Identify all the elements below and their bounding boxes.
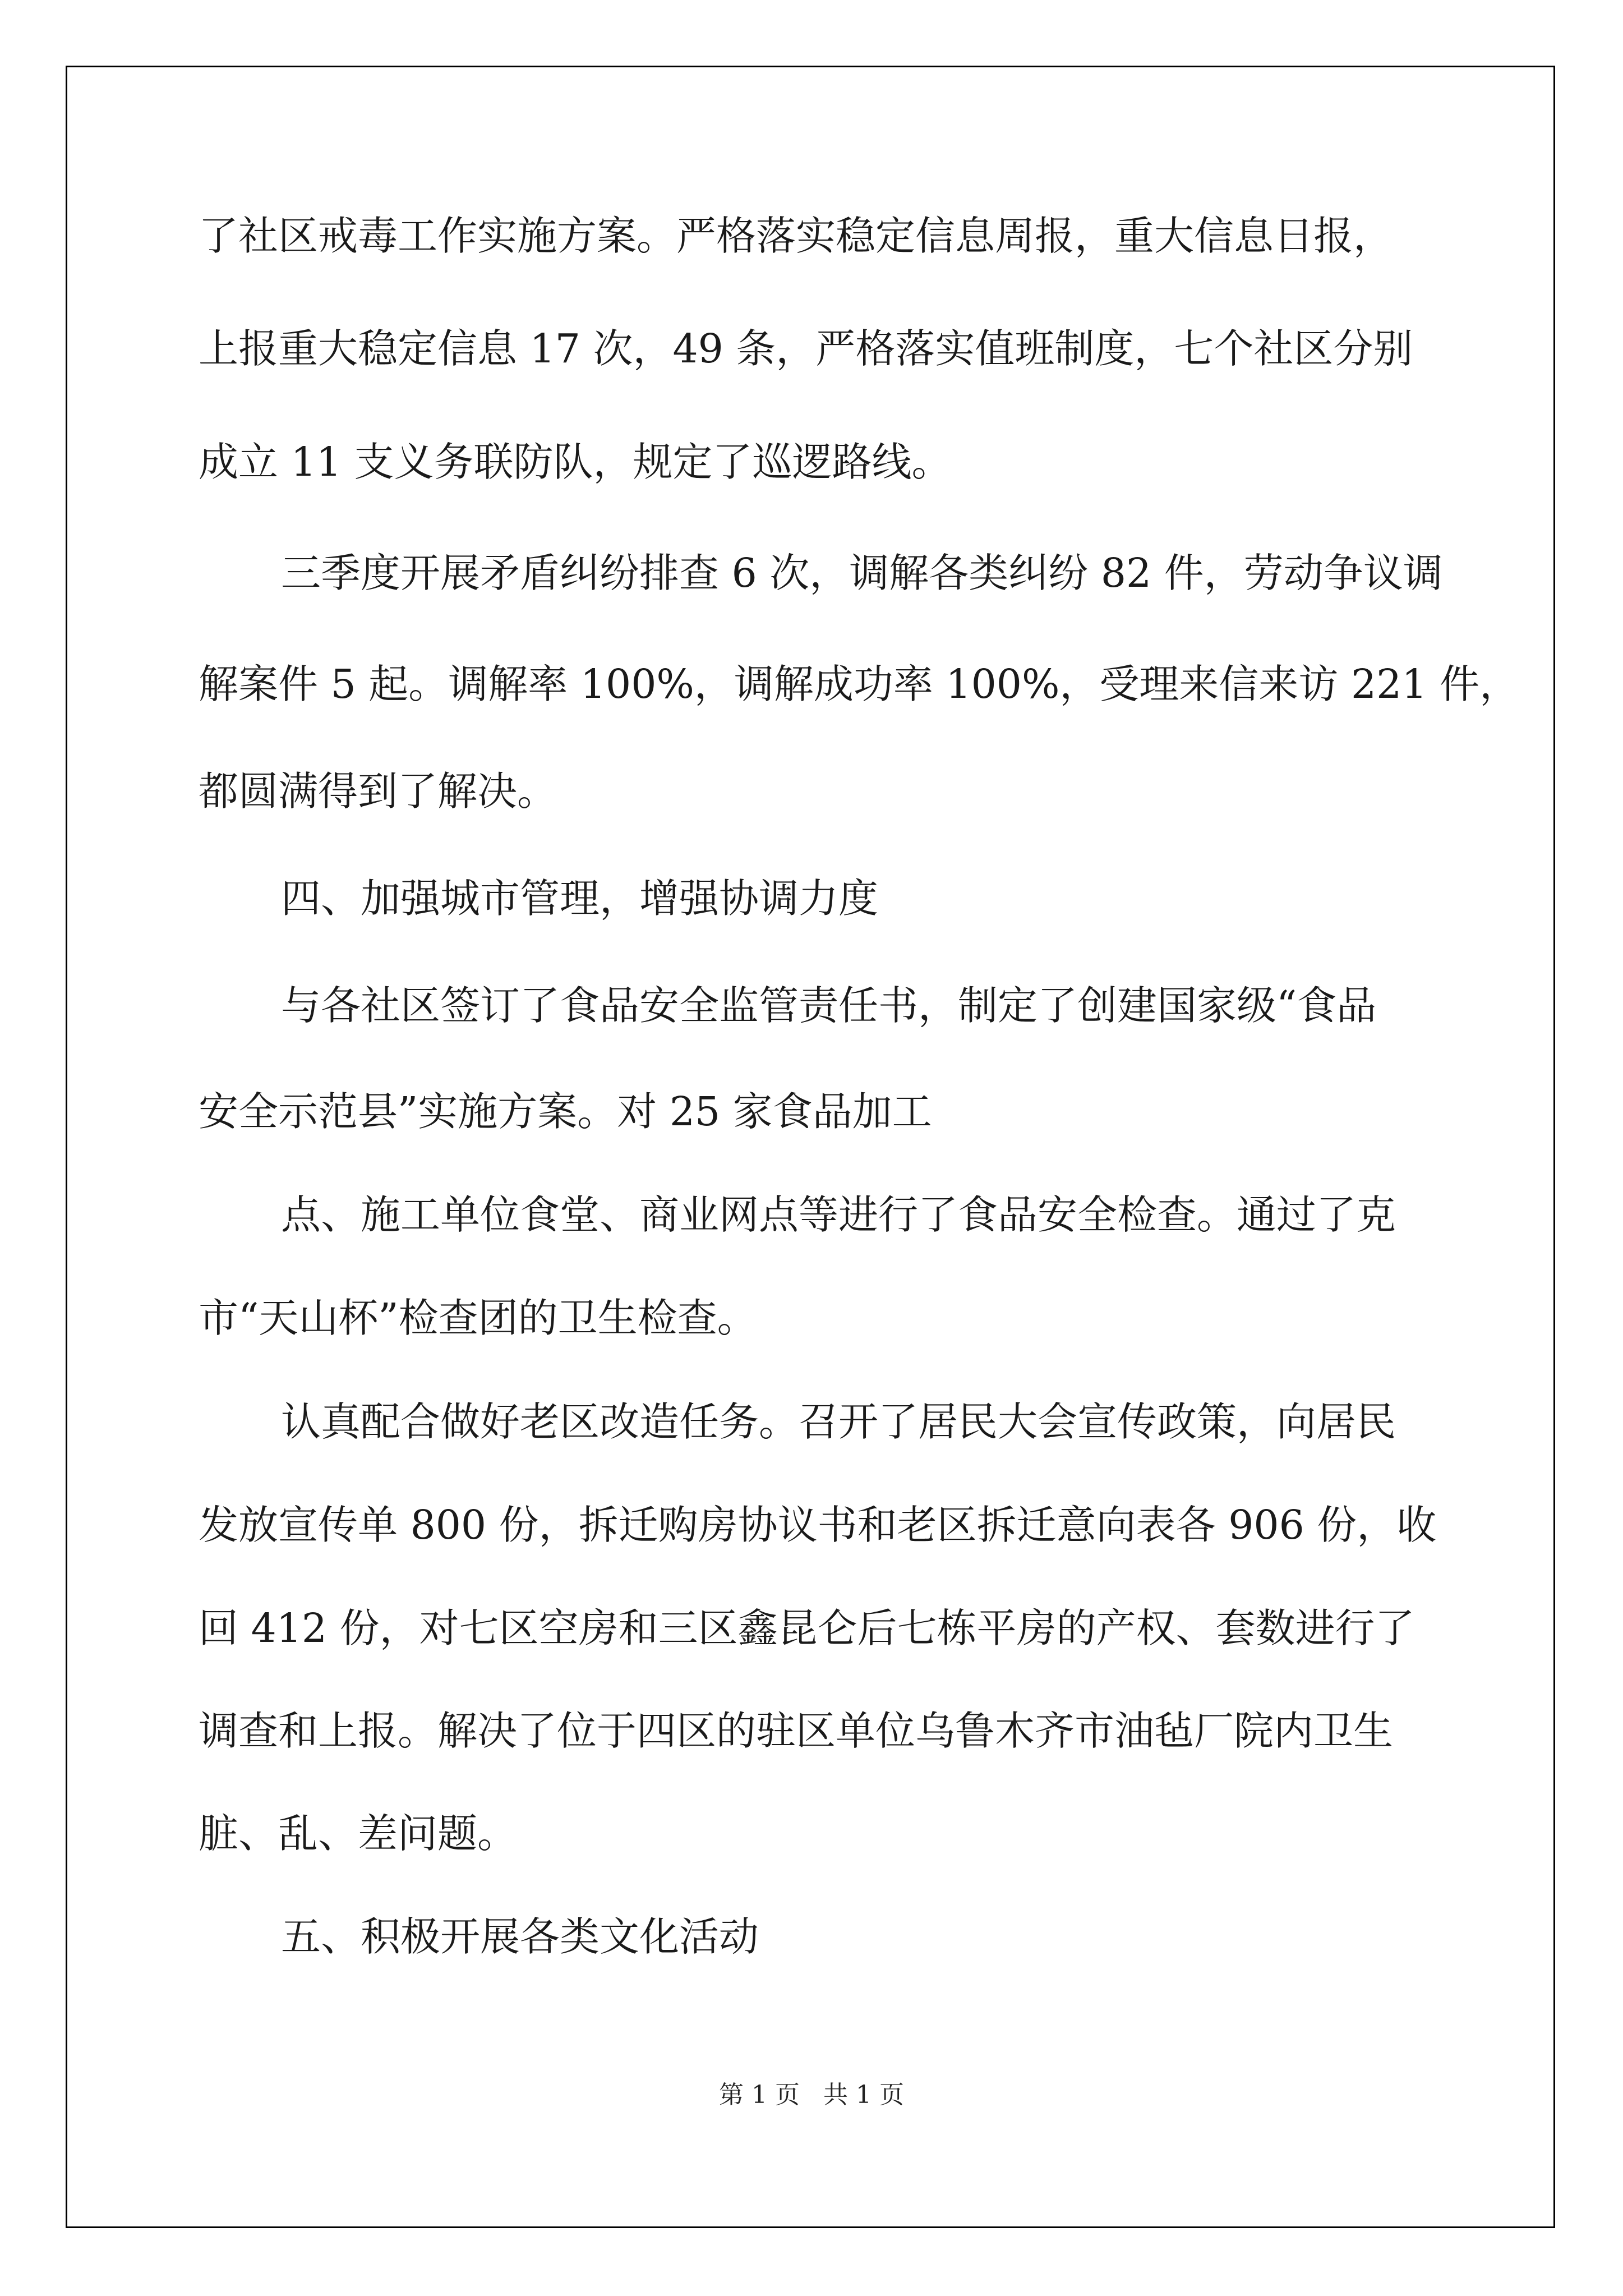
- paragraph-line: 了社区戒毒工作实施方案。严格落实稳定信息周报，重大信息日报，: [199, 213, 1394, 259]
- paragraph-line: 回 412 份，对七区空房和三区鑫昆仑后七栋平房的产权、套数进行了: [199, 1605, 1415, 1651]
- paragraph-line: 脏、乱、差问题。: [199, 1810, 518, 1857]
- paragraph-line: 三季度开展矛盾纠纷排查 6 次，调解各类纠纷 82 件，劳动争议调: [281, 550, 1443, 596]
- paragraph-line: 成立 11 支义务联防队，规定了巡逻路线。: [199, 439, 952, 485]
- paragraph-line: 都圆满得到了解决。: [199, 768, 557, 815]
- paragraph-line: 发放宣传单 800 份，拆迁购房协议书和老区拆迁意向表各 906 份，收: [199, 1502, 1437, 1548]
- section-heading: 四、加强城市管理，增强协调力度: [281, 875, 879, 922]
- page-footer: 第 1 页 共 1 页: [719, 2081, 904, 2109]
- paragraph-line: 认真配合做好老区改造任务。召开了居民大会宣传政策，向居民: [281, 1398, 1396, 1445]
- section-heading: 五、积极开展各类文化活动: [281, 1913, 759, 1960]
- paragraph-line: 与各社区签订了食品安全监管责任书，制定了创建国家级“食品: [281, 982, 1377, 1029]
- paragraph-line: 市“天山杯”检查团的卫生检查。: [199, 1295, 757, 1341]
- paragraph-line: 点、施工单位食堂、商业网点等进行了食品安全检查。通过了克: [281, 1191, 1396, 1238]
- paragraph-line: 解案件 5 起。调解率 100%，调解成功率 100%，受理来信来访 221 件，: [199, 661, 1520, 707]
- paragraph-line: 调查和上报。解决了位于四区的驻区单位乌鲁木齐市油毡厂院内卫生: [199, 1708, 1394, 1754]
- paragraph-line: 上报重大稳定信息 17 次，49 条，严格落实值班制度，七个社区分别: [199, 325, 1413, 372]
- paragraph-line: 安全示范县”实施方案。对 25 家食品加工: [199, 1088, 932, 1135]
- page-border: [66, 66, 1555, 2228]
